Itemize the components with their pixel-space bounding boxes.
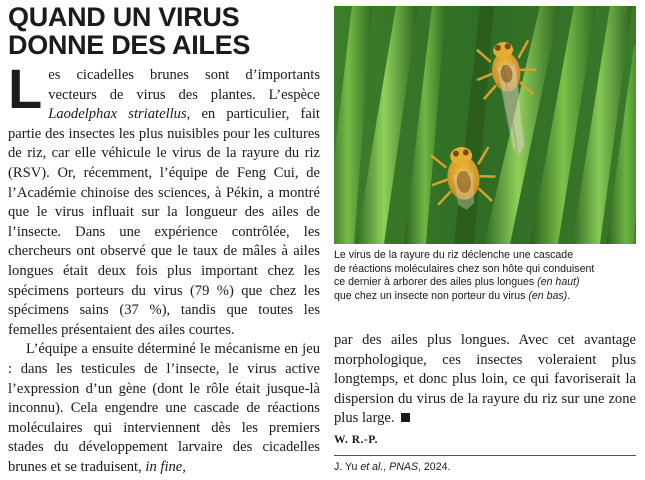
end-square-icon: [401, 413, 410, 422]
drop-cap: L: [8, 57, 43, 120]
p2-end: ,: [182, 458, 186, 475]
ref-journal: PNAS: [389, 461, 419, 473]
in-fine-italic: in fine: [145, 458, 183, 475]
headline-line-2: DONNE DES AILES: [8, 30, 251, 60]
ref-et-al: et al.: [360, 461, 384, 473]
article-paragraph-2-continued: [334, 331, 636, 429]
caption-line-2: de réactions moléculaires chez son hôte qui conduisent: [334, 262, 595, 275]
reference-divider: [334, 455, 636, 456]
ref-sep: ,: [383, 461, 390, 473]
ref-year: , 2024.: [418, 461, 451, 473]
p1-start: es cicadelles brunes sont d’importants vecteurs de virus des plantes. L’espèce: [48, 67, 320, 103]
photo-caption: [334, 249, 636, 303]
article-left-column: [8, 57, 320, 477]
author-signature: W. R.-P.: [334, 434, 379, 446]
reference: [334, 461, 450, 473]
ref-authors: J. Yu: [334, 461, 361, 473]
caption-end: .: [567, 289, 571, 302]
article-paragraph-2: [8, 340, 320, 477]
article-right-column: [334, 331, 636, 429]
headline-line-1: QUAND UN VIRUS: [8, 2, 240, 32]
headline: [8, 3, 308, 59]
planthopper-photo: [334, 6, 636, 244]
caption-en-haut: (en haut): [537, 276, 580, 289]
caption-en-bas: (en bas): [528, 289, 568, 302]
p1-end: , en particulier, fait partie des insectes les plus nuisibles pour les cultures de riz, car elle véhicule le virus de la rayure du riz (RSV). Or, récemment, l’équipe de Feng Cui, de l’Académie chinoise des sciences, à Pékin, a montré que le virus influait sur la longueur des ailes de l’insecte. Dans une expérience contrôlée, les chercheurs ont observé que le taux de mâles à ailes longues était deux fois plus important chez les spécimens porteurs du virus (79 %) que chez les spécimens sains (37 %), tandis que toutes les femelles présentaient des ailes courtes.: [8, 106, 320, 338]
article-paragraph-1: [8, 57, 320, 340]
caption-line-3: ce dernier à arborer des ailes plus longues: [334, 276, 538, 289]
right-col-text: par des ailes plus longues. Avec cet avantage morphologique, ces insectes voleraient plus longtemps, et donc plus loin, ce qui favoriserait la dispersion du virus de la rayure du riz sur une zone plus large.: [334, 332, 636, 427]
caption-line-4: que chez un insecte non porteur du virus: [334, 289, 529, 302]
p2-start: L’équipe a ensuite déterminé le mécanisme en jeu : dans les testicules de l’insecte, le virus active l’expression d’un gène (dont le rôle était jusque-là inconnu). Cela engendre une cascade de réactions moléculaires qui interviennent dès les premiers stades du développement larvaire des cicadelles brunes et se traduisent,: [8, 341, 320, 475]
caption-line-1: Le virus de la rayure du riz déclenche une cascade: [334, 249, 574, 261]
planthopper-illustration: [334, 6, 636, 244]
species-name: Laodelphax striatellus: [48, 106, 187, 123]
